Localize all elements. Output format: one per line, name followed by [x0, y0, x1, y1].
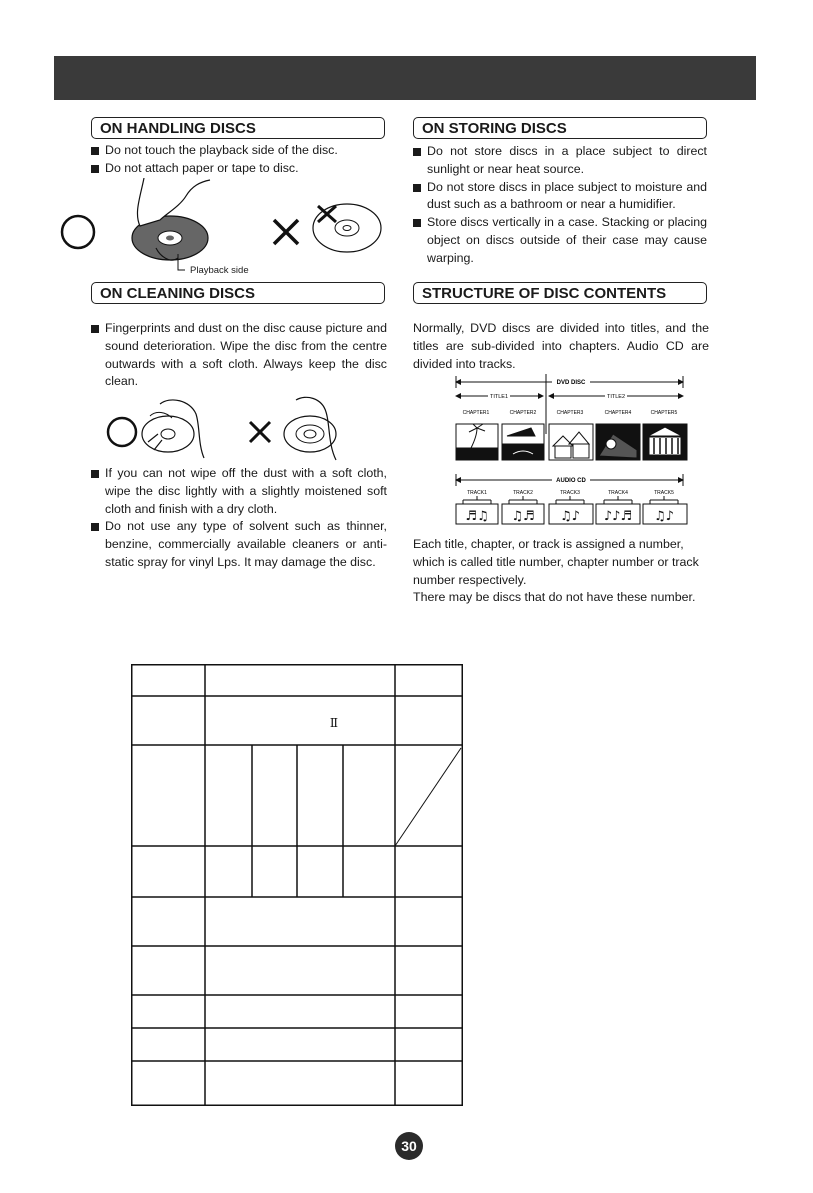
radial-wipe-image	[142, 400, 204, 458]
disc-structure-diagram	[453, 374, 689, 526]
section-heading-storing: ON STORING DISCS	[413, 117, 707, 139]
cleaning-illustration	[100, 394, 370, 472]
chapter-label: CHAPTER3	[556, 410, 584, 416]
section-heading-handling: ON HANDLING DISCS	[91, 117, 385, 139]
chapter-image	[456, 424, 498, 460]
storing-list	[413, 143, 707, 268]
track-label: TRACK3	[560, 490, 580, 496]
track-label: TRACK4	[608, 490, 628, 496]
music-note-icon: ♫♬	[511, 509, 535, 524]
section-heading-cleaning: ON CLEANING DISCS	[91, 282, 385, 304]
structure-outro: Each title, chapter, or track is assigned a number, which is called title number, chapter number or track number respectively.	[413, 537, 699, 587]
correct-circle-icon	[62, 216, 94, 248]
music-note-icon: ♫♪	[654, 509, 674, 524]
list-item: Fingerprints and dust on the disc cause picture and sound deterioration. Wipe the disc from the centre outwards with a soft cloth. Always keep the disc clean.	[91, 320, 387, 391]
track-label: TRACK2	[513, 490, 533, 496]
list-item: Store discs vertically in a case. Stacking or placing object on discs outside of their case may cause warping.	[413, 214, 707, 267]
section-heading-structure: STRUCTURE OF DISC CONTENTS	[413, 282, 707, 304]
chapter-image	[643, 424, 687, 460]
chapter-label: CHAPTER2	[509, 410, 537, 416]
list-item: Do not use any type of solvent such as thinner, benzine, commercially available cleaners or anti-static spray for vinyl Lps. It may damage the disc.	[91, 518, 387, 571]
disc-held-by-edge-image	[132, 178, 210, 270]
chapter-label: CHAPTER4	[604, 410, 632, 416]
disc-with-tape-image	[313, 204, 381, 252]
dvd-disc-label: DVD DISC	[556, 380, 586, 386]
music-note-icon: ♫♪	[560, 509, 580, 524]
correct-circle-icon	[108, 418, 136, 446]
chapter-image	[502, 424, 544, 460]
music-note-icon: ♬♫	[465, 509, 489, 524]
chapter-label: CHAPTER1	[462, 410, 490, 416]
audio-cd-label: AUDIO CD	[556, 478, 586, 484]
page-number: 30	[395, 1132, 423, 1160]
handling-list	[91, 142, 391, 178]
title-label: TITLE1	[489, 394, 509, 400]
chapter-image	[596, 424, 640, 460]
track-label: TRACK5	[654, 490, 674, 496]
structure-note: There may be discs that do not have these number.	[413, 590, 696, 604]
list-item: If you can not wipe off the dust with a soft cloth, wipe the disc lightly with a slightly moistened soft cloth and finish with a dry cloth.	[91, 465, 387, 518]
chapter-label: CHAPTER5	[650, 410, 678, 416]
list-item: Do not touch the playback side of the disc.	[91, 142, 391, 160]
blank-table	[131, 664, 463, 1106]
title-label: TITLE2	[606, 394, 626, 400]
wrong-cross-icon	[250, 422, 270, 442]
list-item: Do not store discs in place subject to moisture and dust such as a bathroom or near a humidifier.	[413, 179, 707, 215]
header-bar	[54, 56, 756, 100]
cleaning-list-top	[91, 320, 387, 391]
track-label: TRACK1	[467, 490, 487, 496]
chapter-image	[549, 424, 593, 460]
playback-side-caption: Playback side	[190, 265, 249, 276]
list-item: Do not store discs in a place subject to direct sunlight or near heat source.	[413, 143, 707, 179]
wrong-cross-icon	[274, 220, 298, 244]
circular-wipe-image	[284, 397, 336, 460]
structure-intro: Normally, DVD discs are divided into titles, and the titles are sub-divided into chapters. Audio CD are divided into tracks.	[413, 321, 709, 371]
roman-numeral-mark: Ⅱ	[329, 716, 339, 730]
list-item: Do not attach paper or tape to disc.	[91, 160, 391, 178]
cleaning-list-bottom	[91, 465, 387, 572]
music-note-icon: ♪♪♬	[603, 509, 633, 524]
